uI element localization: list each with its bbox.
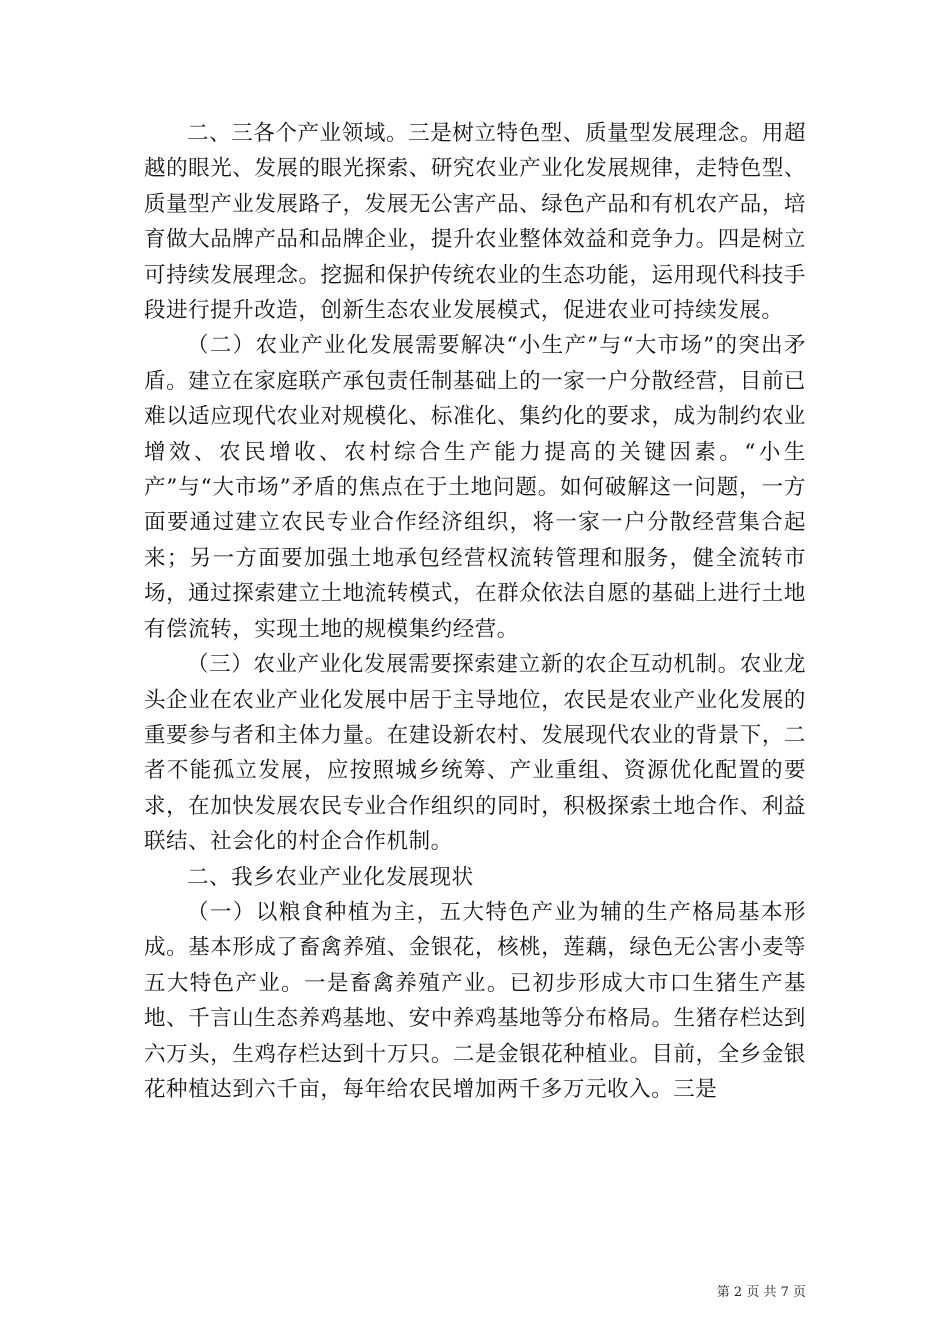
paragraph-small-production-big-market: （二）农业产业化发展需要解决“小生产”与“大市场”的突出矛盾。建立在家庭联产承包责任制基础上的一家一户分散经营，目前已难以适应现代农业对规模化、标准化、集约化的要求，成为制约农业增效、农民增收、农村综合生产能力提高的关键因素。“小生产”与“大市场”矛盾的焦点在于土地问题。如何破解这一问题，一方面要通过建立农民专业合作经济组织，将一家一户分散经营集合起来；另一方面要加强土地承包经营权流转管理和服务，健全流转市场，通过探索建立土地流转模式，在群众依法自愿的基础上进行土地有偿流转，实现土地的规模集约经营。	[144, 333, 806, 642]
paragraph-development-concepts: 二、三各个产业领域。三是树立特色型、质量型发展理念。用超越的眼光、发展的眼光探索、研究农业产业化发展规律，走特色型、质量型产业发展路子，发展无公害产品、绿色产品和有机农产品，培育做大品牌产品和品牌企业，提升农业整体效益和竞争力。四是树立可持续发展理念。挖掘和保护传统农业的生态功能，运用现代科技手段进行提升改造，创新生态农业发展模式，促进农业可持续发展。	[144, 121, 806, 324]
paragraph-agri-enterprise-interaction: （三）农业产业化发展需要探索建立新的农企互动机制。农业龙头企业在农业产业化发展中居于主导地位，农民是农业产业化发展的重要参与者和主体力量。在建设新农村、发展现代农业的背景下，二者不能孤立发展，应按照城乡统筹、产业重组、资源优化配置的要求，在加快发展农民专业合作组织的同时，积极探索土地合作、利益联结、社会化的村企合作机制。	[144, 652, 806, 855]
section-heading-current-status: 二、我乡农业产业化发展现状	[187, 864, 474, 890]
document-body	[144, 116, 806, 1107]
page-number-footer: 第 2 页 共 7 页	[716, 1285, 806, 1300]
paragraph-production-pattern: （一）以粮食种植为主，五大特色产业为辅的生产格局基本形成。基本形成了畜禽养殖、金银花，核桃，莲藕，绿色无公害小麦等五大特色产业。一是畜禽养殖产业。已初步形成大市口生猪生产基地、千言山生态养鸡基地、安中养鸡基地等分布格局。生猪存栏达到六万头，生鸡存栏达到十万只。二是金银花种植业。目前，全乡金银花种植达到六千亩，每年给农民增加两千多万元收入。三是	[144, 899, 806, 1102]
